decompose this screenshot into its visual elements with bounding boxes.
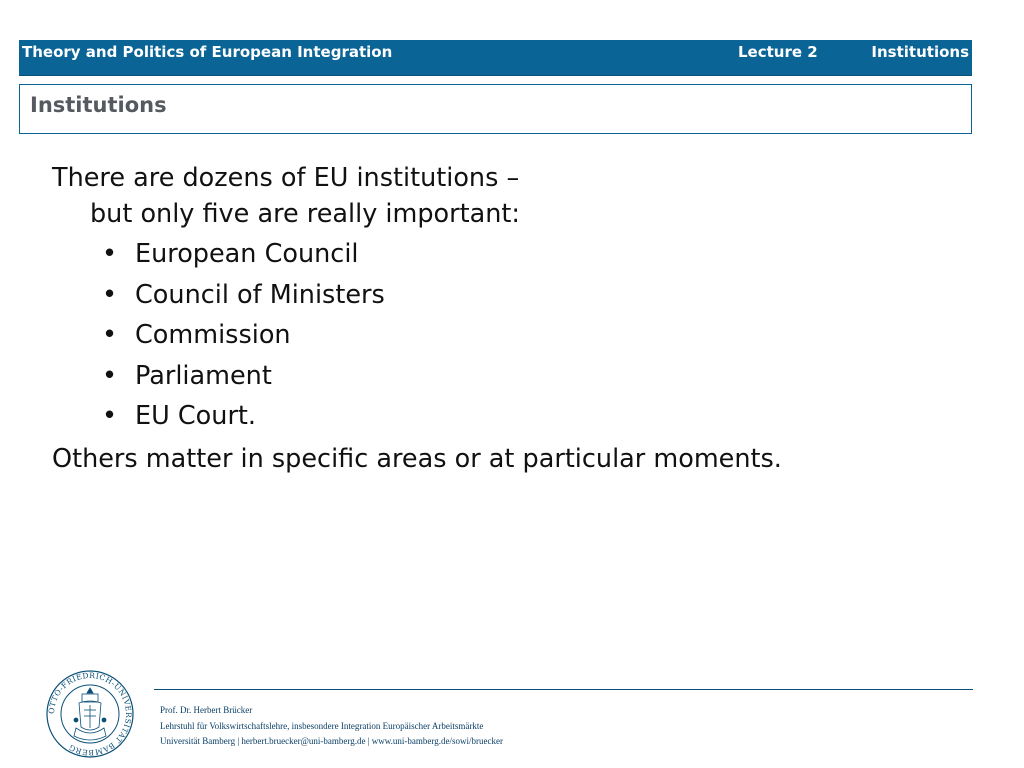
list-item: [52, 234, 952, 275]
lecture-label: Lecture 2: [738, 43, 818, 61]
header-bar: [19, 40, 972, 76]
footer-contact: Universität Bamberg | herbert.bruecker@uni-bamberg.de | www.uni-bamberg.de/sowi/bruecker: [160, 736, 503, 746]
course-title: Theory and Politics of European Integration: [22, 43, 393, 61]
list-item-text: Council of Ministers: [135, 279, 385, 310]
footer: [160, 703, 503, 750]
footer-divider: [154, 689, 973, 690]
list-item: [52, 356, 952, 397]
bullet-icon: •: [102, 239, 118, 269]
intro-line-1: There are dozens of EU institutions –: [52, 163, 520, 193]
footer-name: Prof. Dr. Herbert Brücker: [160, 705, 253, 715]
list-item-text: European Council: [135, 239, 359, 269]
list-item: [52, 275, 952, 316]
list-item-text: EU Court.: [135, 401, 257, 431]
footer-chair: Lehrstuhl für Volkswirtschaftslehre, insbesondere Integration Europäischer Arbeitsmärkte: [160, 720, 484, 731]
intro-line-2: but only five are really important:: [90, 199, 520, 229]
bullet-icon: •: [102, 360, 118, 391]
bullet-icon: •: [102, 279, 118, 310]
list-item: [52, 315, 952, 356]
section-label: Institutions: [871, 43, 969, 61]
slide-title: Institutions: [30, 93, 167, 117]
list-item-text: Parliament: [135, 360, 272, 391]
slide-content: [52, 160, 952, 481]
bullet-icon: •: [102, 401, 118, 431]
list-item: [52, 396, 952, 437]
bullet-list: [52, 234, 952, 437]
slide-title-box: [19, 84, 972, 134]
closing-text: Others matter in specific areas or at particular moments.: [52, 443, 782, 474]
list-item-text: Commission: [135, 320, 291, 350]
university-seal-icon: [46, 670, 134, 758]
seal-text: OTTO-FRIEDRICH-UNIVERSITÄT BAMBERG: [46, 670, 134, 758]
bullet-icon: •: [102, 320, 118, 350]
